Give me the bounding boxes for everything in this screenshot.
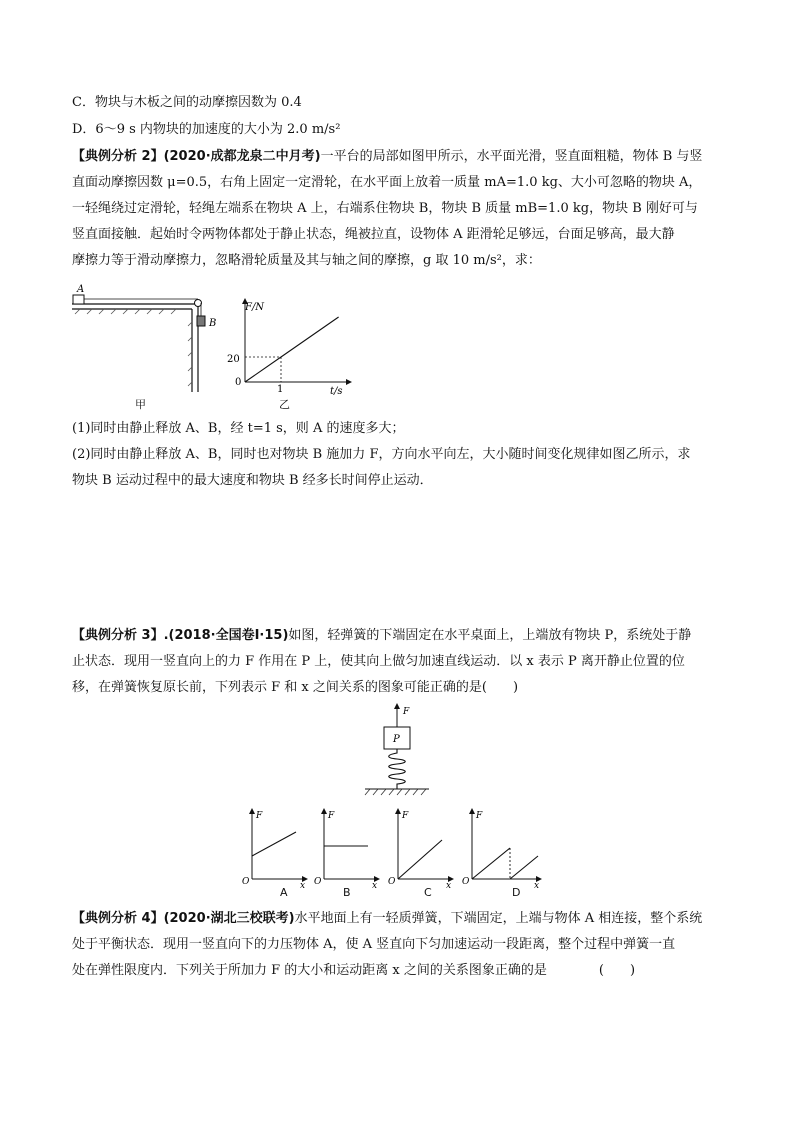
chart-series-line [245,317,339,382]
question-2-line-2: 物块 B 运动过程中的最大速度和物块 B 经多长时间停止运动． [72,473,433,488]
caption-yi: 乙 [279,398,290,411]
chart-x-label: t/s [330,386,343,397]
example-4-tag: 【典例分析 4】(2020·湖北三校联考) [72,911,295,926]
graph-b-xlabel: x [372,881,378,891]
chart-y-label: F/N [245,302,265,313]
example-2-line-1 [72,148,732,166]
graph-b-caption: B [343,886,351,899]
graph-a-ylabel: F [256,811,263,821]
graph-d-caption: D [512,886,521,899]
example-3-tag: 【典例分析 3】.(2018·全国卷Ⅰ·15) [72,628,289,643]
question-1: (1)同时由静止释放 A、B，经 t=1 s，则 A 的速度多大； [72,421,405,436]
graph-d-line-2 [510,856,538,879]
chart-f-t [227,298,353,397]
graph-c-origin: O [388,877,396,887]
graph-b-ylabel: F [328,811,335,821]
graph-d-line-1 [472,848,510,879]
example-2-line-5: 摩擦力等于滑动摩擦力，忽略滑轮质量及其与轴之间的摩擦，g 取 10 m/s²，求： [72,253,541,268]
graph-c-line [398,840,442,879]
spring-force-label: F [403,707,410,717]
label-block-a: A [77,284,85,295]
example-3-line-1 [72,627,732,645]
chart-x-tick-1: 1 [277,384,284,395]
example-3-text-1: 如图，轻弹簧的下端固定在水平桌面上，上端放有物块 P，系统处于静 [288,628,692,643]
graph-a-origin: O [242,877,250,887]
example-2-tag: 【典例分析 2】(2020·成都龙泉二中月考) [72,149,321,164]
graph-d-origin: O [462,877,470,887]
example-2-line-3: 一轻绳绕过定滑轮，轻绳左端系在物块 A 上，右端系住物块 B，物块 B 质量 mB=1.0 kg，物块 B 刚好可与 [72,201,698,216]
chart-origin: 0 [235,377,242,388]
caption-jia: 甲 [135,398,146,411]
graph-a-caption: A [280,886,288,899]
graph-c-caption: C [424,886,432,899]
graph-a-xlabel: x [300,881,306,891]
graph-option-b [312,808,380,891]
example-2-line-2: 直面动摩擦因数 μ=0.5，右角上固定一定滑轮，在水平面上放着一质量 mA=1.0 kg、大小可忽略的物块 A， [72,175,702,190]
example-4-line-3: 处在弹性限度内．下列关于所加力 F 的大小和运动距离 x 之间的关系图象正确的是 ( ) [72,963,636,978]
spring-icon [389,749,406,789]
example-4-line-2: 处于平衡状态．现用一竖直向下的力压物体 A，使 A 竖直向下匀加速运动一段距离，整个过程中弹簧一直 [72,937,676,952]
graph-option-c [386,808,454,891]
graph-option-d [460,808,542,891]
example-2-text-1: 一平台的局部如图甲所示，水平面光滑，竖直面粗糙，物体 B 与竖 [320,149,703,164]
question-2-line-1: (2)同时由静止释放 A、B，同时也对物块 B 施加力 F，方向水平向左，大小随时间变化规律如图乙所示，求 [72,447,691,462]
example-3-line-3: 移，在弹簧恢复原长前，下列表示 F 和 x 之间关系的图象可能正确的是( ) [72,680,519,695]
figure-spring-block [362,703,432,799]
chart-y-tick-20: 20 [227,354,240,365]
graph-d-ylabel: F [476,811,483,821]
example-2-line-4: 竖直面接触．起始时令两物体都处于静止状态，绳被拉直，设物体 A 距滑轮足够远，台面足够高，最大静 [72,227,675,242]
example-4-line-1 [72,910,732,928]
example-3-line-2: 止状态．现用一竖直向上的力 F 作用在 P 上，使其向上做匀加速直线运动．以 x 表示 P 离开静止位置的位 [72,654,685,669]
figure-jia [70,282,220,397]
option-d: D．6～9 s 内物块的加速度的大小为 2.0 m/s² [72,122,341,137]
example-4-text-1: 水平地面上有一轻质弹簧，下端固定，上端与物体 A 相连接，整个系统 [294,911,703,926]
graph-option-a [240,808,308,891]
graph-d-xlabel: x [534,881,540,891]
graph-a-line [252,832,296,856]
graph-c-ylabel: F [402,811,409,821]
block-p-label: P [393,734,400,745]
label-block-b: B [209,318,217,329]
option-c: C．物块与木板之间的动摩擦因数为 0.4 [72,95,302,110]
graph-c-xlabel: x [446,881,452,891]
graph-b-origin: O [314,877,322,887]
